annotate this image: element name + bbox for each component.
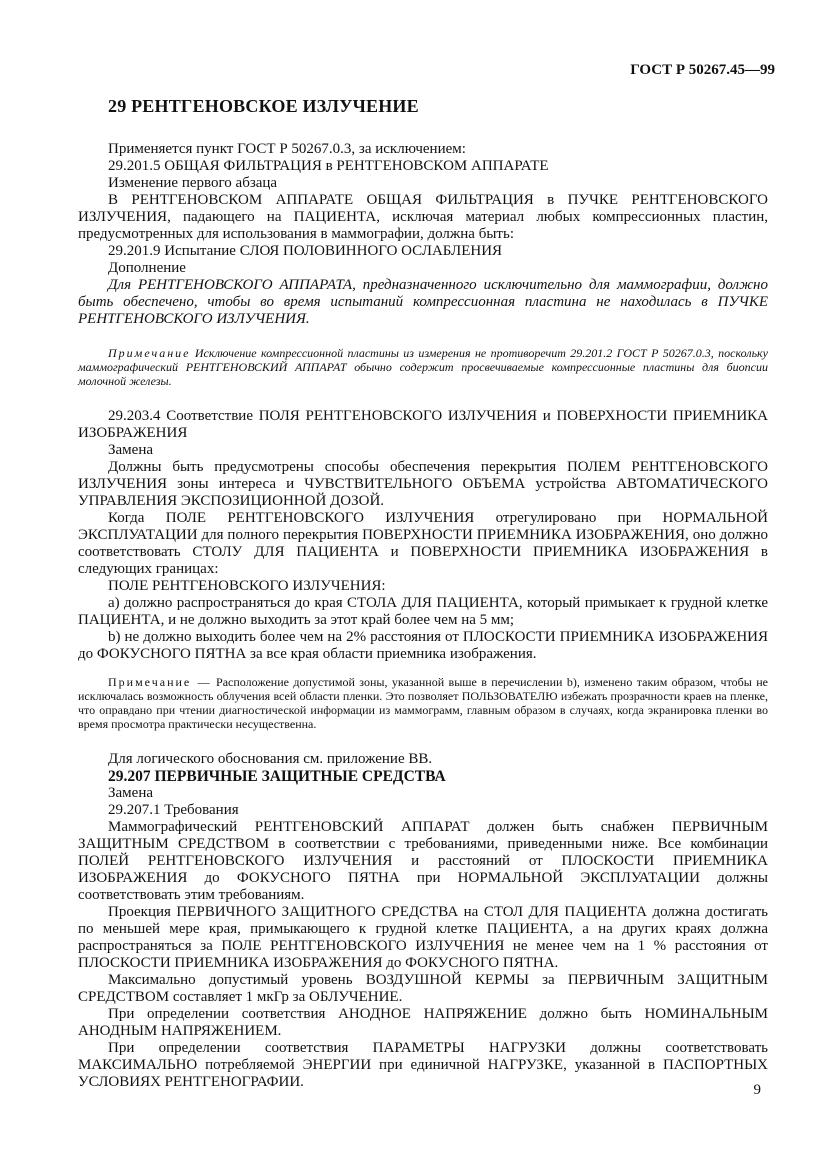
paragraph: Для РЕНТГЕНОВСКОГО АППАРАТА, предназначенного исключительно для маммографии, должно быть обеспечено, чтобы во время испытаний компрессионная пластина не находилась в ПУЧКЕ РЕНТГЕНОВСКОГО ИЗЛУЧЕНИЯ. bbox=[78, 277, 768, 327]
paragraph: Замена bbox=[108, 442, 154, 458]
paragraph: 29.203.4 Соответствие ПОЛЯ РЕНТГЕНОВСКОГО ИЗЛУЧЕНИЯ и ПОВЕРХНОСТИ ПРИЕМНИКА ИЗОБРАЖЕНИЯ bbox=[78, 408, 768, 441]
paragraph: Дополнение bbox=[108, 260, 186, 276]
paragraph: Замена bbox=[108, 785, 154, 801]
paragraph: Изменение первого абзаца bbox=[108, 175, 278, 191]
list-item: b) не должно выходить более чем на 2% расстояния от ПЛОСКОСТИ ПРИЕМНИКА ИЗОБРАЖЕНИЯ до ФОКУСНОГО ПЯТНА за все края области приемника изображения. bbox=[78, 629, 768, 662]
section-title-29: 29 РЕНТГЕНОВСКОЕ ИЗЛУЧЕНИЕ bbox=[108, 96, 419, 116]
paragraph: Для логического обоснования см. приложение ВВ. bbox=[108, 751, 433, 767]
paragraph: Проекция ПЕРВИЧНОГО ЗАЩИТНОГО СРЕДСТВА на СТОЛ ДЛЯ ПАЦИЕНТА должна достигать по меньшей мере края, примыкающего к грудной клетке ПАЦИЕНТА, а на других краях должна распространяться за ПОЛЕ РЕНТГЕНОВСКОГО ИЗЛУЧЕНИЯ не менее чем на 1 % расстояния от ПЛОСКОСТИ ПРИЕМНИКА ИЗОБРАЖЕНИЯ до ФОКУСНОГО ПЯТНА. bbox=[78, 904, 768, 971]
page-number: 9 bbox=[753, 1082, 761, 1098]
paragraph: Максимально допустимый уровень ВОЗДУШНОЙ КЕРМЫ за ПЕРВИЧНЫМ ЗАЩИТНЫМ СРЕДСТВОМ составляет 1 мкГр за ОБЛУЧЕНИЕ. bbox=[78, 972, 768, 1005]
paragraph: 29.207.1 Требования bbox=[108, 802, 239, 818]
document-code: ГОСТ Р 50267.45—99 bbox=[630, 62, 775, 78]
paragraph: При определении соответствия АНОДНОЕ НАПРЯЖЕНИЕ должно быть НОМИНАЛЬНЫМ АНОДНЫМ НАПРЯЖЕНИЕМ. bbox=[78, 1006, 768, 1039]
note-label: Примечание bbox=[108, 346, 191, 360]
paragraph: В РЕНТГЕНОВСКОМ АППАРАТЕ ОБЩАЯ ФИЛЬТРАЦИЯ в ПУЧКЕ РЕНТГЕНОВСКОГО ИЗЛУЧЕНИЯ, падающего на ПАЦИЕНТА, исключая материал любых компрессионных пластин, предусмотренных для использования в маммографии, должна быть: bbox=[78, 192, 768, 242]
section-title-29-207: 29.207 ПЕРВИЧНЫЕ ЗАЩИТНЫЕ СРЕДСТВА bbox=[108, 768, 446, 785]
paragraph: 29.201.5 ОБЩАЯ ФИЛЬТРАЦИЯ в РЕНТГЕНОВСКОМ АППАРАТЕ bbox=[108, 158, 549, 174]
page-body bbox=[78, 98, 768, 1091]
paragraph: При определении соответствия ПАРАМЕТРЫ НАГРУЗКИ должны соответствовать МАКСИМАЛЬНО потребляемой ЭНЕРГИИ при единичной НАГРУЗКЕ, указанной в ПАСПОРТНЫХ УСЛОВИЯХ РЕНТГЕНОГРАФИИ. bbox=[78, 1040, 768, 1090]
paragraph: Маммографический РЕНТГЕНОВСКИЙ АППАРАТ должен быть снабжен ПЕРВИЧНЫМ ЗАЩИТНЫМ СРЕДСТВОМ в соответствии с требованиями, приведенными ниже. Все комбинации ПОЛЕЙ РЕНТГЕНОВСКОГО ИЗЛУЧЕНИЯ и расстояний от ПЛОСКОСТИ ПРИЕМНИКА ИЗОБРАЖЕНИЯ до ФОКУСНОГО ПЯТНА при НОРМАЛЬНОЙ ЭКСПЛУАТАЦИИ должны соответствовать этим требованиям. bbox=[78, 819, 768, 903]
paragraph: ПОЛЕ РЕНТГЕНОВСКОГО ИЗЛУЧЕНИЯ: bbox=[108, 578, 386, 594]
note-label: Примечание — bbox=[108, 675, 212, 689]
note-text: Исключение компрессионной пластины из измерения не противоречит 29.201.2 ГОСТ Р 50267.0.3, поскольку маммографический РЕНТГЕНОВСКИЙ АППАРАТ обычно содержит просвечиваемые компрессионные пластины для биопсии молочной железы. bbox=[78, 346, 768, 388]
paragraph: Должны быть предусмотрены способы обеспечения перекрытия ПОЛЕМ РЕНТГЕНОВСКОГО ИЗЛУЧЕНИЯ зоны интереса и ЧУВСТВИТЕЛЬНОГО ОБЪЕМА устройства АВТОМАТИЧЕСКОГО УПРАВЛЕНИЯ ЭКСПОЗИЦИОННОЙ ДОЗОЙ. bbox=[78, 459, 768, 509]
note-2 bbox=[78, 675, 768, 731]
paragraph: 29.201.9 Испытание СЛОЯ ПОЛОВИННОГО ОСЛАБЛЕНИЯ bbox=[108, 243, 503, 259]
paragraph: Применяется пункт ГОСТ Р 50267.0.3, за исключением: bbox=[108, 141, 466, 157]
note-text: Расположение допустимой зоны, указанной выше в перечислении b), изменено таким образом, чтобы не исключалась возможность облучения всей области пленки. Это позволяет ПОЛЬЗОВАТЕЛЮ избежать прозрачности краев на пленке, что оправдано при чтении диагностической информации из маммограмм, главным образом в случаях, когда экранировка пленки во время просмотра практически несущественна. bbox=[78, 675, 768, 731]
note-1 bbox=[78, 346, 768, 388]
paragraph: Когда ПОЛЕ РЕНТГЕНОВСКОГО ИЗЛУЧЕНИЯ отрегулировано при НОРМАЛЬНОЙ ЭКСПЛУАТАЦИИ для полного перекрытия ПОВЕРХНОСТИ ПРИЕМНИКА ИЗОБРАЖЕНИЯ, оно должно соответствовать СТОЛУ ДЛЯ ПАЦИЕНТА и ПОВЕРХНОСТИ ПРИЕМНИКА ИЗОБРАЖЕНИЯ в следующих границах: bbox=[78, 510, 768, 577]
list-item: а) должно распространяться до края СТОЛА ДЛЯ ПАЦИЕНТА, который примыкает к грудной клетке ПАЦИЕНТА, и не должно выходить за этот край более чем на 5 мм; bbox=[78, 595, 768, 628]
